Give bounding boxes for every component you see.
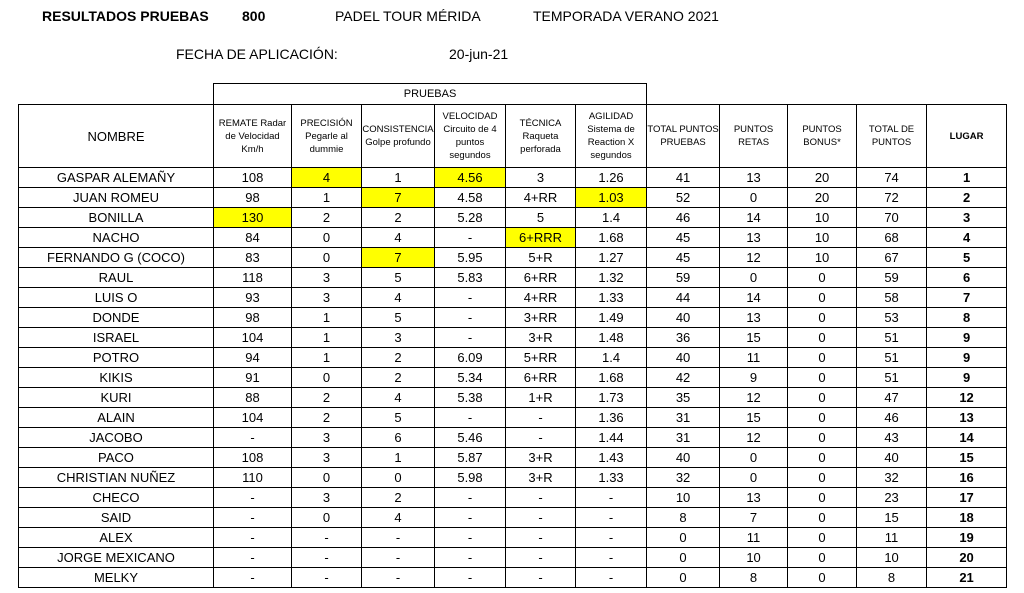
cell-velocidad: 6.09 [435, 348, 506, 368]
cell-nombre: KIKIS [19, 368, 214, 388]
col-remate-header: REMATE Radar de Velocidad Km/h [214, 105, 292, 168]
cell-lugar: 9 [927, 328, 1007, 348]
cell-retas: 0 [720, 188, 788, 208]
col-tecnica-header: TÉCNICA Raqueta perforada [506, 105, 576, 168]
cell-bonus: 0 [788, 428, 857, 448]
cell-tecnica: 4+RR [506, 188, 576, 208]
cell-total-pruebas: 0 [647, 548, 720, 568]
cell-precision: 2 [292, 208, 362, 228]
cell-precision: - [292, 548, 362, 568]
cell-total-pruebas: 31 [647, 408, 720, 428]
cell-velocidad: - [435, 288, 506, 308]
col-puntos-retas-header: PUNTOS RETAS [720, 105, 788, 168]
cell-nombre: ALEX [19, 528, 214, 548]
cell-tecnica: 5+RR [506, 348, 576, 368]
cell-tecnica: 5 [506, 208, 576, 228]
cell-agilidad: 1.03 [576, 188, 647, 208]
cell-total-pruebas: 45 [647, 228, 720, 248]
cell-lugar: 4 [927, 228, 1007, 248]
table-row [19, 468, 1007, 488]
cell-velocidad: 5.34 [435, 368, 506, 388]
cell-bonus: 0 [788, 328, 857, 348]
cell-total: 23 [857, 488, 927, 508]
cell-remate: 108 [214, 168, 292, 188]
cell-agilidad: 1.73 [576, 388, 647, 408]
cell-retas: 15 [720, 328, 788, 348]
cell-bonus: 0 [788, 468, 857, 488]
cell-total-pruebas: 8 [647, 508, 720, 528]
cell-agilidad: - [576, 528, 647, 548]
cell-remate: 84 [214, 228, 292, 248]
cell-lugar: 2 [927, 188, 1007, 208]
table-row [19, 568, 1007, 588]
cell-consistencia: 4 [362, 288, 435, 308]
cell-lugar: 13 [927, 408, 1007, 428]
cell-agilidad: 1.49 [576, 308, 647, 328]
cell-retas: 13 [720, 308, 788, 328]
table-row [19, 488, 1007, 508]
cell-bonus: 0 [788, 348, 857, 368]
cell-remate: - [214, 428, 292, 448]
cell-agilidad: 1.68 [576, 228, 647, 248]
cell-remate: - [214, 528, 292, 548]
cell-precision: 2 [292, 408, 362, 428]
cell-total: 59 [857, 268, 927, 288]
cell-tecnica: 3 [506, 168, 576, 188]
cell-remate: - [214, 568, 292, 588]
cell-bonus: 0 [788, 548, 857, 568]
cell-bonus: 0 [788, 388, 857, 408]
cell-agilidad: - [576, 548, 647, 568]
cell-total: 8 [857, 568, 927, 588]
cell-remate: 110 [214, 468, 292, 488]
cell-total: 11 [857, 528, 927, 548]
cell-total: 67 [857, 248, 927, 268]
table-row [19, 288, 1007, 308]
cell-tecnica: 3+R [506, 448, 576, 468]
date-value: 20-jun-21 [449, 46, 509, 62]
cell-agilidad: 1.48 [576, 328, 647, 348]
cell-tecnica: - [506, 488, 576, 508]
cell-velocidad: - [435, 568, 506, 588]
cell-velocidad: 5.83 [435, 268, 506, 288]
cell-agilidad: 1.32 [576, 268, 647, 288]
cell-lugar: 18 [927, 508, 1007, 528]
cell-precision: 3 [292, 288, 362, 308]
cell-remate: 108 [214, 448, 292, 468]
cell-retas: 11 [720, 348, 788, 368]
cell-agilidad: 1.33 [576, 288, 647, 308]
cell-remate: 98 [214, 308, 292, 328]
cell-precision: - [292, 568, 362, 588]
cell-precision: 1 [292, 348, 362, 368]
cell-total-pruebas: 59 [647, 268, 720, 288]
cell-consistencia: 5 [362, 308, 435, 328]
cell-agilidad: 1.33 [576, 468, 647, 488]
cell-precision: 1 [292, 308, 362, 328]
table-row [19, 548, 1007, 568]
cell-consistencia: 4 [362, 508, 435, 528]
cell-total: 10 [857, 548, 927, 568]
cell-retas: 8 [720, 568, 788, 588]
tour-name: PADEL TOUR MÉRIDA [335, 8, 481, 24]
cell-consistencia: - [362, 528, 435, 548]
cell-consistencia: 1 [362, 168, 435, 188]
col-precision-header: PRECISIÓN Pegarle al dummie [292, 105, 362, 168]
cell-agilidad: 1.68 [576, 368, 647, 388]
group-spacer-right [647, 84, 1007, 105]
cell-retas: 13 [720, 228, 788, 248]
cell-bonus: 0 [788, 528, 857, 548]
table-row [19, 408, 1007, 428]
cell-nombre: POTRO [19, 348, 214, 368]
cell-tecnica: 6+RRR [506, 228, 576, 248]
cell-agilidad: 1.43 [576, 448, 647, 468]
group-spacer [19, 84, 214, 105]
cell-remate: - [214, 548, 292, 568]
cell-total: 43 [857, 428, 927, 448]
cell-remate: 130 [214, 208, 292, 228]
cell-tecnica: 3+RR [506, 308, 576, 328]
table-row [19, 188, 1007, 208]
cell-retas: 12 [720, 248, 788, 268]
cell-remate: 104 [214, 328, 292, 348]
cell-retas: 9 [720, 368, 788, 388]
cell-nombre: FERNANDO G (COCO) [19, 248, 214, 268]
cell-precision: 1 [292, 328, 362, 348]
cell-retas: 7 [720, 508, 788, 528]
cell-tecnica: 4+RR [506, 288, 576, 308]
col-consistencia-header: CONSISTENCIA Golpe profundo [362, 105, 435, 168]
cell-bonus: 20 [788, 168, 857, 188]
table-row [19, 368, 1007, 388]
cell-consistencia: 2 [362, 368, 435, 388]
cell-total: 40 [857, 448, 927, 468]
cell-bonus: 20 [788, 188, 857, 208]
cell-tecnica: 5+R [506, 248, 576, 268]
cell-retas: 14 [720, 208, 788, 228]
cell-lugar: 16 [927, 468, 1007, 488]
cell-precision: 1 [292, 188, 362, 208]
report-code: 800 [242, 8, 266, 24]
cell-agilidad: - [576, 568, 647, 588]
cell-remate: 83 [214, 248, 292, 268]
cell-total-pruebas: 45 [647, 248, 720, 268]
cell-consistencia: 2 [362, 348, 435, 368]
cell-bonus: 0 [788, 448, 857, 468]
cell-tecnica: - [506, 508, 576, 528]
cell-nombre: NACHO [19, 228, 214, 248]
cell-consistencia: 3 [362, 328, 435, 348]
cell-retas: 12 [720, 388, 788, 408]
cell-velocidad: 5.28 [435, 208, 506, 228]
col-puntos-bonus-header: PUNTOS BONUS* [788, 105, 857, 168]
cell-retas: 13 [720, 488, 788, 508]
cell-velocidad: - [435, 308, 506, 328]
cell-consistencia: - [362, 548, 435, 568]
cell-remate: - [214, 488, 292, 508]
cell-consistencia: 5 [362, 268, 435, 288]
date-label: FECHA DE APLICACIÓN: [176, 46, 338, 62]
cell-bonus: 0 [788, 288, 857, 308]
cell-remate: 93 [214, 288, 292, 308]
cell-total-pruebas: 40 [647, 448, 720, 468]
cell-retas: 12 [720, 428, 788, 448]
cell-bonus: 0 [788, 488, 857, 508]
cell-lugar: 14 [927, 428, 1007, 448]
results-table [18, 83, 1007, 588]
cell-nombre: MELKY [19, 568, 214, 588]
cell-nombre: BONILLA [19, 208, 214, 228]
season-name: TEMPORADA VERANO 2021 [533, 8, 719, 24]
cell-retas: 0 [720, 448, 788, 468]
cell-bonus: 10 [788, 228, 857, 248]
cell-lugar: 9 [927, 368, 1007, 388]
cell-nombre: ISRAEL [19, 328, 214, 348]
cell-velocidad: - [435, 328, 506, 348]
cell-remate: 91 [214, 368, 292, 388]
cell-nombre: CHECO [19, 488, 214, 508]
cell-retas: 10 [720, 548, 788, 568]
cell-consistencia: - [362, 568, 435, 588]
cell-tecnica: 6+RR [506, 368, 576, 388]
cell-lugar: 21 [927, 568, 1007, 588]
cell-bonus: 10 [788, 248, 857, 268]
cell-nombre: SAID [19, 508, 214, 528]
cell-velocidad: 4.58 [435, 188, 506, 208]
cell-velocidad: - [435, 508, 506, 528]
table-row [19, 448, 1007, 468]
cell-agilidad: 1.27 [576, 248, 647, 268]
cell-consistencia: 1 [362, 448, 435, 468]
cell-total-pruebas: 35 [647, 388, 720, 408]
cell-agilidad: 1.26 [576, 168, 647, 188]
col-total-puntos-header: TOTAL DE PUNTOS [857, 105, 927, 168]
cell-precision: 3 [292, 428, 362, 448]
cell-velocidad: - [435, 228, 506, 248]
table-row [19, 508, 1007, 528]
cell-retas: 14 [720, 288, 788, 308]
cell-remate: 94 [214, 348, 292, 368]
cell-total: 51 [857, 348, 927, 368]
col-lugar-header: LUGAR [927, 105, 1007, 168]
cell-total-pruebas: 0 [647, 528, 720, 548]
cell-remate: 118 [214, 268, 292, 288]
cell-lugar: 12 [927, 388, 1007, 408]
cell-velocidad: - [435, 548, 506, 568]
cell-total: 51 [857, 328, 927, 348]
cell-consistencia: 7 [362, 188, 435, 208]
cell-velocidad: - [435, 528, 506, 548]
cell-total-pruebas: 10 [647, 488, 720, 508]
cell-velocidad: 5.46 [435, 428, 506, 448]
cell-lugar: 7 [927, 288, 1007, 308]
table-row [19, 168, 1007, 188]
cell-lugar: 19 [927, 528, 1007, 548]
cell-lugar: 15 [927, 448, 1007, 468]
cell-velocidad: 4.56 [435, 168, 506, 188]
cell-consistencia: 7 [362, 248, 435, 268]
cell-bonus: 10 [788, 208, 857, 228]
cell-total-pruebas: 52 [647, 188, 720, 208]
cell-agilidad: 1.4 [576, 348, 647, 368]
cell-bonus: 0 [788, 268, 857, 288]
cell-bonus: 0 [788, 568, 857, 588]
table-row [19, 428, 1007, 448]
table-row [19, 248, 1007, 268]
cell-precision: 2 [292, 388, 362, 408]
table-row [19, 268, 1007, 288]
cell-tecnica: - [506, 568, 576, 588]
cell-nombre: JORGE MEXICANO [19, 548, 214, 568]
cell-precision: 0 [292, 508, 362, 528]
cell-total-pruebas: 46 [647, 208, 720, 228]
cell-total-pruebas: 41 [647, 168, 720, 188]
cell-nombre: ALAIN [19, 408, 214, 428]
cell-nombre: DONDE [19, 308, 214, 328]
table-row [19, 208, 1007, 228]
cell-tecnica: 1+R [506, 388, 576, 408]
cell-velocidad: 5.98 [435, 468, 506, 488]
cell-nombre: JUAN ROMEU [19, 188, 214, 208]
cell-consistencia: 2 [362, 488, 435, 508]
table-row [19, 528, 1007, 548]
report-title: RESULTADOS PRUEBAS [42, 8, 209, 24]
cell-consistencia: 2 [362, 208, 435, 228]
cell-lugar: 20 [927, 548, 1007, 568]
cell-bonus: 0 [788, 368, 857, 388]
cell-total: 53 [857, 308, 927, 328]
cell-lugar: 17 [927, 488, 1007, 508]
col-velocidad-header: VELOCIDAD Circuito de 4 puntos segundos [435, 105, 506, 168]
table-row [19, 388, 1007, 408]
cell-nombre: LUIS O [19, 288, 214, 308]
cell-nombre: GASPAR ALEMAÑY [19, 168, 214, 188]
cell-lugar: 8 [927, 308, 1007, 328]
cell-total-pruebas: 32 [647, 468, 720, 488]
cell-tecnica: - [506, 428, 576, 448]
group-header-pruebas: PRUEBAS [214, 84, 647, 105]
cell-precision: 3 [292, 448, 362, 468]
cell-retas: 11 [720, 528, 788, 548]
cell-total-pruebas: 0 [647, 568, 720, 588]
table-row [19, 228, 1007, 248]
cell-total: 70 [857, 208, 927, 228]
cell-total-pruebas: 44 [647, 288, 720, 308]
cell-nombre: KURI [19, 388, 214, 408]
cell-precision: 0 [292, 228, 362, 248]
cell-velocidad: 5.87 [435, 448, 506, 468]
cell-velocidad: 5.38 [435, 388, 506, 408]
table-row [19, 308, 1007, 328]
cell-bonus: 0 [788, 308, 857, 328]
cell-precision: - [292, 528, 362, 548]
cell-tecnica: - [506, 528, 576, 548]
table-row [19, 328, 1007, 348]
cell-total-pruebas: 31 [647, 428, 720, 448]
cell-nombre: PACO [19, 448, 214, 468]
cell-consistencia: 0 [362, 468, 435, 488]
cell-velocidad: - [435, 408, 506, 428]
cell-consistencia: 6 [362, 428, 435, 448]
cell-nombre: CHRISTIAN NUÑEZ [19, 468, 214, 488]
cell-retas: 13 [720, 168, 788, 188]
cell-total: 74 [857, 168, 927, 188]
cell-lugar: 6 [927, 268, 1007, 288]
cell-retas: 0 [720, 268, 788, 288]
cell-total-pruebas: 42 [647, 368, 720, 388]
cell-total: 46 [857, 408, 927, 428]
cell-precision: 0 [292, 248, 362, 268]
col-total-pruebas-header: TOTAL PUNTOS PRUEBAS [647, 105, 720, 168]
cell-tecnica: 6+RR [506, 268, 576, 288]
col-agilidad-header: AGILIDAD Sistema de Reaction X segundos [576, 105, 647, 168]
table-row [19, 348, 1007, 368]
cell-nombre: JACOBO [19, 428, 214, 448]
cell-agilidad: 1.36 [576, 408, 647, 428]
cell-consistencia: 4 [362, 388, 435, 408]
cell-lugar: 1 [927, 168, 1007, 188]
cell-precision: 0 [292, 368, 362, 388]
cell-total: 68 [857, 228, 927, 248]
cell-total: 58 [857, 288, 927, 308]
cell-precision: 4 [292, 168, 362, 188]
cell-total: 15 [857, 508, 927, 528]
cell-velocidad: - [435, 488, 506, 508]
cell-velocidad: 5.95 [435, 248, 506, 268]
cell-tecnica: - [506, 408, 576, 428]
cell-total: 72 [857, 188, 927, 208]
cell-remate: - [214, 508, 292, 528]
col-nombre-header: NOMBRE [19, 105, 214, 168]
cell-bonus: 0 [788, 408, 857, 428]
cell-precision: 3 [292, 268, 362, 288]
cell-consistencia: 5 [362, 408, 435, 428]
cell-bonus: 0 [788, 508, 857, 528]
cell-tecnica: - [506, 548, 576, 568]
cell-total: 32 [857, 468, 927, 488]
cell-remate: 98 [214, 188, 292, 208]
cell-tecnica: 3+R [506, 468, 576, 488]
cell-total-pruebas: 40 [647, 308, 720, 328]
cell-lugar: 9 [927, 348, 1007, 368]
cell-nombre: RAUL [19, 268, 214, 288]
cell-retas: 0 [720, 468, 788, 488]
cell-remate: 88 [214, 388, 292, 408]
cell-total: 47 [857, 388, 927, 408]
cell-consistencia: 4 [362, 228, 435, 248]
cell-tecnica: 3+R [506, 328, 576, 348]
cell-agilidad: - [576, 488, 647, 508]
cell-remate: 104 [214, 408, 292, 428]
cell-precision: 3 [292, 488, 362, 508]
cell-agilidad: 1.4 [576, 208, 647, 228]
cell-retas: 15 [720, 408, 788, 428]
cell-precision: 0 [292, 468, 362, 488]
cell-agilidad: 1.44 [576, 428, 647, 448]
cell-total: 51 [857, 368, 927, 388]
cell-total-pruebas: 36 [647, 328, 720, 348]
cell-total-pruebas: 40 [647, 348, 720, 368]
cell-agilidad: - [576, 508, 647, 528]
cell-lugar: 3 [927, 208, 1007, 228]
cell-lugar: 5 [927, 248, 1007, 268]
